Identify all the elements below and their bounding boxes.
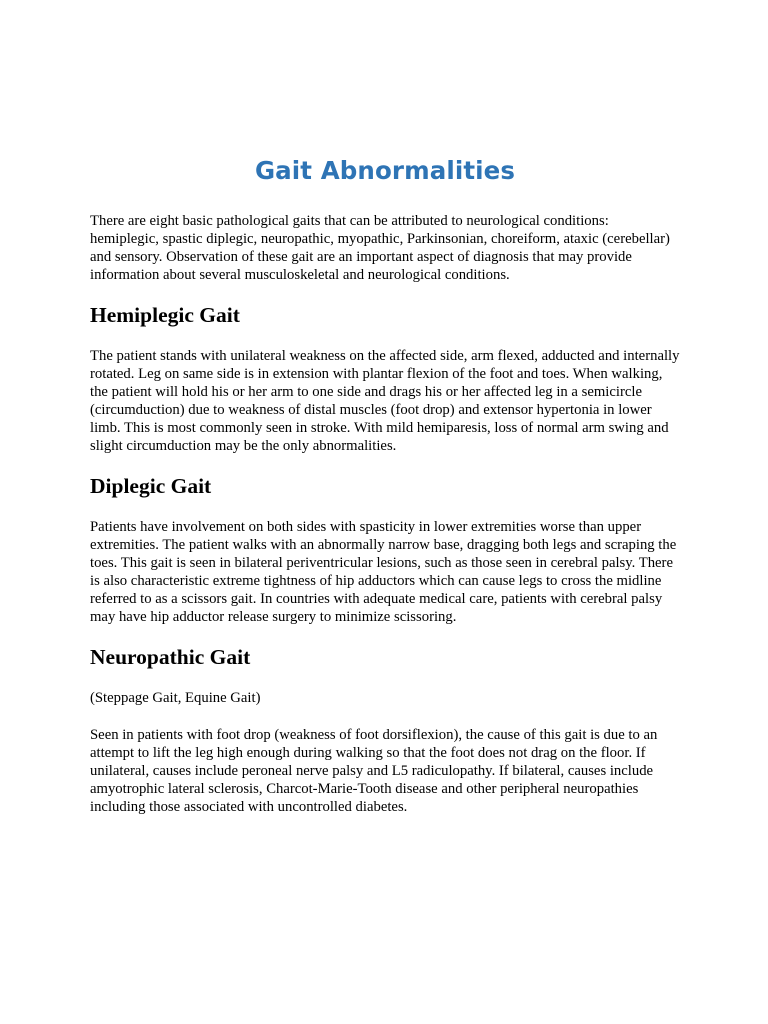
document-title: Gait Abnormalities <box>254 156 516 185</box>
section-paragraph: Patients have involvement on both sides with spasticity in lower extremities worse than upper extremities. The patient walks with an abnormally narrow base, dragging both legs and scraping the toes. This gait is seen in bilateral periventricular lesions, such as those seen in cerebral palsy. There is also characteristic extreme tightness of hip adductors which can cause legs to cross the midline referred to as a scissors gait. In countries with adequate medical care, patients with cerebral palsy may have hip adductor release surgery to minimize scissoring. <box>90 519 677 625</box>
section-heading: Diplegic Gait <box>90 474 212 498</box>
document-content <box>90 150 680 816</box>
section-heading: Neuropathic Gait <box>90 645 251 669</box>
intro-paragraph: There are eight basic pathological gaits that can be attributed to neurological conditions: hemiplegic, spastic diplegic, neuropathic, myopathic, Parkinsonian, choreiform, ataxic (cerebellar) and sensory. Observation of these gait are an important aspect of diagnosis that may provide information about several musculoskeletal and neurological conditions. <box>90 213 670 283</box>
section-paragraph: Seen in patients with foot drop (weakness of foot dorsiflexion), the cause of this gait is due to an attempt to lift the leg high enough during walking so that the foot does not drag on the floor. If unilateral, causes include peroneal nerve palsy and L5 radiculopathy. If bilateral, causes include amyotrophic lateral sclerosis, Charcot-Marie-Tooth disease and other peripheral neuropathies including those associated with uncontrolled diabetes. <box>90 727 658 815</box>
section-heading: Hemiplegic Gait <box>90 303 240 327</box>
alternate-names: (Steppage Gait, Equine Gait) <box>90 690 261 706</box>
section-neuropathic-gait <box>90 644 680 816</box>
section-diplegic-gait <box>90 473 680 626</box>
section-paragraph: The patient stands with unilateral weakness on the affected side, arm flexed, adducted and internally rotated. Leg on same side is in extension with plantar flexion of the foot and toes. When walking, the patient will hold his or her arm to one side and drags his or her affected leg in a semicircle (circumduction) due to weakness of distal muscles (foot drop) and extensor hypertonia in lower limb. This is most commonly seen in stroke. With mild hemiparesis, loss of normal arm swing and slight circumduction may be the only abnormalities. <box>90 348 680 454</box>
section-hemiplegic-gait <box>90 302 680 455</box>
